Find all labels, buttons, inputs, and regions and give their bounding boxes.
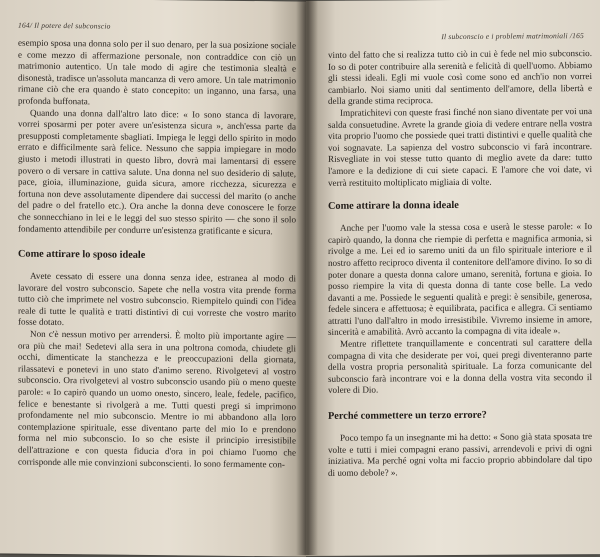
- body-paragraph: esempio sposa una donna solo per il suo denaro, per la sua posizione sociale e come mezzo di affermazione personale, non contraddice con ciò un matrimonio autentico. Un tale modo di agire che testimonia slealtà e disonestà, tradisce un'assoluta mancanza di vero amore. Un tale matrimonio rimane ciò che era quando è stato concepito: un inganno, una farsa, una profonda buffonata.: [18, 37, 296, 107]
- section-heading: Perché commettere un terzo errore?: [328, 409, 487, 422]
- body-paragraph: Quando una donna dall'altro lato dice: « Io sono stanca di lavorare, vorrei sposarmi per poter avere un'esistenza sicura », anch'essa parte da presupposti completamente sbagliati. Impiega le leggi dello spirito in modo errato e difficilmente sarà felice. Nessuno che sappia impiegare in modo giusto i metodi illustrati in questo libro, dovrà mai lamentarsi di essere povero o di versare in cattiva salute. Una donna nel suo desiderio di salute, pace, gioia, illuminazione, guida sicura, amore ricchezza, sicurezza e fortuna non deve assolutamente dipendere dai successi del marito (o anche del padre o del fratello etc.). Ora anche la donna deve conoscere le forze che sonnecchiano in lei e le leggi del suo stesso spirito — che sono il solo fondamento attendibile per condurre un'esistenza gratificante e sicura.: [18, 107, 296, 236]
- body-paragraph: Poco tempo fa un insegnante mi ha detto: « Sono già stata sposata tre volte e tutti i miei compagni erano passivi, arrendevoli e privi di ogni iniziativa. Ma perché ogni volta mi faccio proprio abbindolare dal tipo di uomo debole? ».: [328, 431, 592, 478]
- section-heading: Come attirare lo sposo ideale: [18, 248, 146, 262]
- left-running-head: 164/ Il potere del subconscio: [18, 20, 111, 31]
- body-paragraph: vinto del fatto che si realizza tutto ciò in cui è fede nel mio subconscio. Io so di poter contribuire alla serenità e felicità di quell'uomo. Abbiamo gli stessi ideali. Egli mi vuole così come sono ed anch'io non vorrei cambiarlo. Noi siamo uniti dal sentimento dell'amore, della libertà e della grande stima reciproca.: [328, 48, 592, 107]
- body-paragraph: Anche per l'uomo vale la stessa cosa e userà le stesse parole: « Io capirò quando, la donna che riempie di perfetta e magnifica armonia, si rivolge a me. Lei ed io saremo uniti da un filo spirituale interiore e il nostro affetto reciproco diventa il contenitore dell'amore divino. Io so di poter donare a questa donna calore umano, serenità, fortuna e gioia. Io posso riempire la vita di questa donna di tante cose belle. La vedo davanti a me. Possiede le seguenti qualità e pregi: è sensibile, generosa, fedele sincera e affettuosa; è equilibrata, pacifica e allegra. Ci sentiamo attratti l'uno dall'altro in modo irresistibile. Vivremo insieme in amore, sincerità e amabilità. Avrò accanto la compagna di vita ideale ».: [328, 221, 592, 338]
- right-running-head: Il subconscio e i problemi matrimoniali /165: [441, 31, 584, 42]
- section-heading: Come attirare la donna ideale: [328, 200, 459, 212]
- right-page: [306, 0, 600, 556]
- body-paragraph: Impratichitevi con queste frasi finché non siano diventate per voi una salda consuetudine. Avrete la grande gioia di vedere entrare nella vostra vita proprio l'uomo che possiede quei tratti distintivi e quelle qualità che voi sognavate. La sapienza del vostro subconscio vi farà incontrare. Risvegliate in voi stesse tutto quanto di meglio avete da dare: tutto l'amore e la dedizione di cui siete capaci. E l'amore che voi date, vi verrà restituito moltiplicato migliaia di volte.: [328, 105, 593, 188]
- body-paragraph: Non c'è nessun motivo per arrendersi. È molto più importante agire — ora più che mai! Sedetevi alla sera in una poltrona comoda, chiudete gli occhi, dimenticate la stanchezza e le preoccupazioni della giornata, rilassatevi e ponetevi in uno stato d'animo sereno. Rivolgetevi al vostro subconscio. Ora rivolgetevi al vostro subconscio usando più o meno queste parole: « Io capirò quando un uomo onesto, sincero, leale, fedele, pacifico, felice e benestante si rivolgerà a me. Tutti questi pregi si imprimono profondamente nel mio subconscio. Mentre io mi abbandono alla loro contemplazione spirituale, esse diventano parte del mio Io e prendono forma nel mio subconscio. Io so che esiste il principio irresistibile dell'attrazione e con questa fiducia d'ora in poi chiamo l'uomo che corrisponde alle mie convinzioni subconscienti. Io sono fermamente con-: [18, 328, 296, 469]
- body-paragraph: Avete cessato di essere una donna senza idee, estranea al modo di lavorare del vostro subconscio. Sapete che nella vostra vita prende forma tutto ciò che imprimete nel vostro subconscio. Riempitelo quindi con l'idea reale di tutte le qualità e tratti distintivi di cui vorreste che vostro marito fosse dotato.: [18, 270, 296, 328]
- body-paragraph: Mentre riflettete tranquillamente e concentrati sul carattere della compagna di vita che desiderate per voi, quei pregi diventeranno parte della vostra propria personalità spirituale. La forza comunicante del subconscio farà incontrare voi e la donna della vostra vita secondo il volere di Dio.: [328, 337, 592, 396]
